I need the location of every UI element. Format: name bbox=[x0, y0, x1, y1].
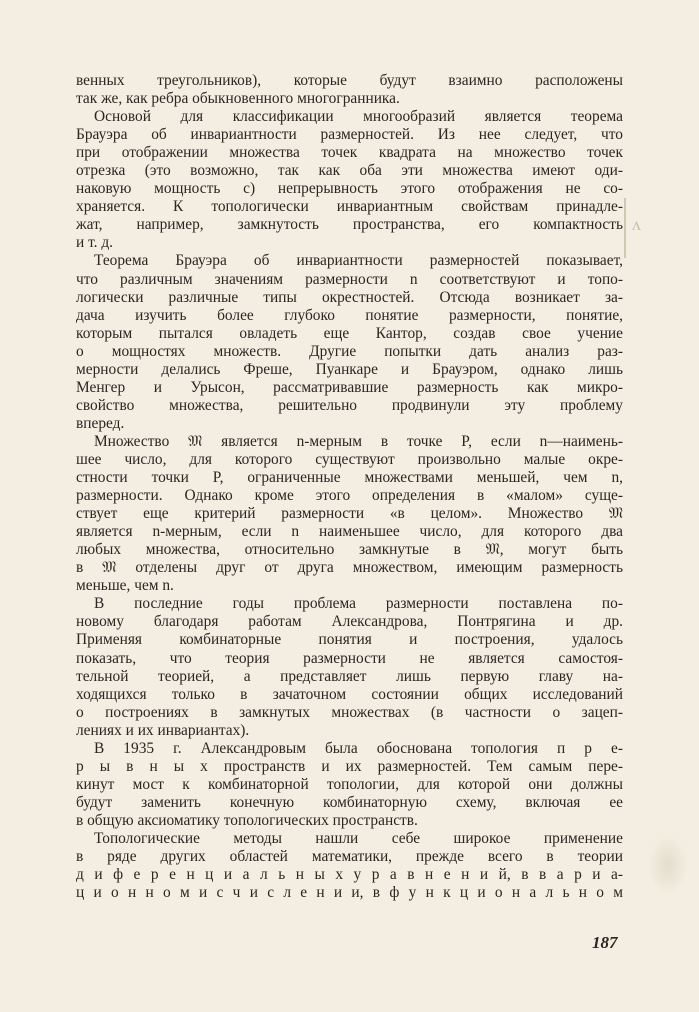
text-line: р ы в н ы х пространств и их размерностей. Тем самым пере- bbox=[76, 757, 623, 775]
text-line: ходящихся только в зачаточном состоянии общих исследований bbox=[76, 685, 623, 703]
text-line: Топологические методы нашли себе широкое применение bbox=[94, 829, 623, 847]
text-line: о построениях в замкнутых множествах (в частности о зацеп- bbox=[76, 703, 623, 721]
text-line: будут заменить конечную комбинаторную схему, включая ее bbox=[76, 793, 623, 811]
text-line: новому благодаря работам Александрова, Понтрягина и др. bbox=[76, 613, 623, 631]
text-line: отрезка (это возможно, так как оба эти множества имеют оди- bbox=[76, 162, 623, 180]
text-line: Основой для классификации многообразий является теорема bbox=[94, 108, 623, 126]
text-line: храняется. К топологически инвариантным свойствам принадле- bbox=[76, 198, 623, 216]
text-line: ствует еще критерий размерности «в целом». Множество 𝔐 bbox=[76, 505, 623, 523]
text-line: Теорема Брауэра об инвариантности размерностей показывает, bbox=[94, 252, 623, 270]
text-line: кинут мост к комбинаторной топологии, для которой они должны bbox=[76, 775, 623, 793]
text-line: стности точки P, ограниченные множествами меньшей, чем n, bbox=[76, 469, 623, 487]
text-line: жат, например, замкнутость пространства, его компактность bbox=[76, 216, 623, 234]
text-line: мерности делались Фреше, Пуанкаре и Брауэром, однако лишь bbox=[76, 360, 623, 378]
text-line: свойство множества, решительно продвинули эту проблему bbox=[76, 396, 623, 414]
text-line: венных треугольников), которые будут взаимно расположены bbox=[76, 72, 623, 89]
text-line: о мощностях множеств. Другие попытки дать анализ раз- bbox=[76, 342, 623, 360]
text-line: В 1935 г. Александровым была обоснована топология п р е- bbox=[94, 739, 623, 757]
page-number: 187 bbox=[592, 933, 618, 952]
text-line: в ряде других областей математики, прежде всего в теории bbox=[76, 848, 623, 866]
text-line: так же, как ребра обыкновенного многогранника. bbox=[76, 90, 400, 108]
text-line: дача изучить более глубоко понятие размерности, понятие, bbox=[76, 306, 623, 324]
text-line: тельной теорией, а представляет лишь первую главу на- bbox=[76, 667, 623, 685]
bleed-through-mark bbox=[648, 835, 688, 895]
text-line: Менгер и Урысон, рассматривавшие размерность как микро- bbox=[76, 378, 623, 396]
text-line: Множество 𝔐 является n-мерным в точке P, если n—наимень- bbox=[94, 432, 623, 450]
margin-pencil-mark: ʌ bbox=[632, 214, 641, 234]
text-line: логически различные типы окрестностей. Отсюда возникает за- bbox=[76, 288, 623, 306]
page-body bbox=[76, 72, 623, 902]
margin-pencil-bar bbox=[624, 198, 626, 258]
text-line: в 𝔐 отделены друг от друга множеством, имеющим размерность bbox=[76, 559, 623, 577]
text-line: показать, что теория размерности не является самостоя- bbox=[76, 649, 623, 667]
text-line: при отображении множества точек квадрата на множество точек bbox=[76, 144, 623, 162]
text-line: вперед. bbox=[76, 414, 125, 432]
text-line: что различным значениям размерности n соответствуют и топо- bbox=[76, 270, 623, 288]
text-line: в общую аксиоматику топологических пространств. bbox=[76, 811, 418, 829]
text-line: размерности. Однако кроме этого определения в «малом» суще- bbox=[76, 487, 623, 505]
text-line: любых множества, относительно замкнутые в 𝔐, могут быть bbox=[76, 541, 623, 559]
text-line: В последние годы проблема размерности поставлена по- bbox=[94, 595, 623, 613]
text-line: и т. д. bbox=[76, 234, 114, 252]
text-line: ц и о н н о м и с ч и с л е н и и, в ф у н к ц и о н а л ь н о м bbox=[76, 884, 623, 902]
text-line: д и ф е р е н ц и а л ь н ы х у р а в н е н и й, в в а р и а- bbox=[76, 866, 623, 884]
text-line: шее число, для которого существуют произвольно малые окре- bbox=[76, 450, 623, 468]
text-line: меньше, чем n. bbox=[76, 577, 174, 595]
text-line: является n-мерным, если n наименьшее число, для которого два bbox=[76, 523, 623, 541]
text-line: лениях и их инвариантах). bbox=[76, 721, 250, 739]
text-line: которым пытался овладеть еще Кантор, создав свое учение bbox=[76, 324, 623, 342]
text-line: Брауэра об инвариантности размерностей. Из нее следует, что bbox=[76, 126, 623, 144]
text-line: наковую мощность с) непрерывность этого отображения не со- bbox=[76, 180, 623, 198]
text-line: Применяя комбинаторные понятия и построения, удалось bbox=[76, 631, 623, 649]
